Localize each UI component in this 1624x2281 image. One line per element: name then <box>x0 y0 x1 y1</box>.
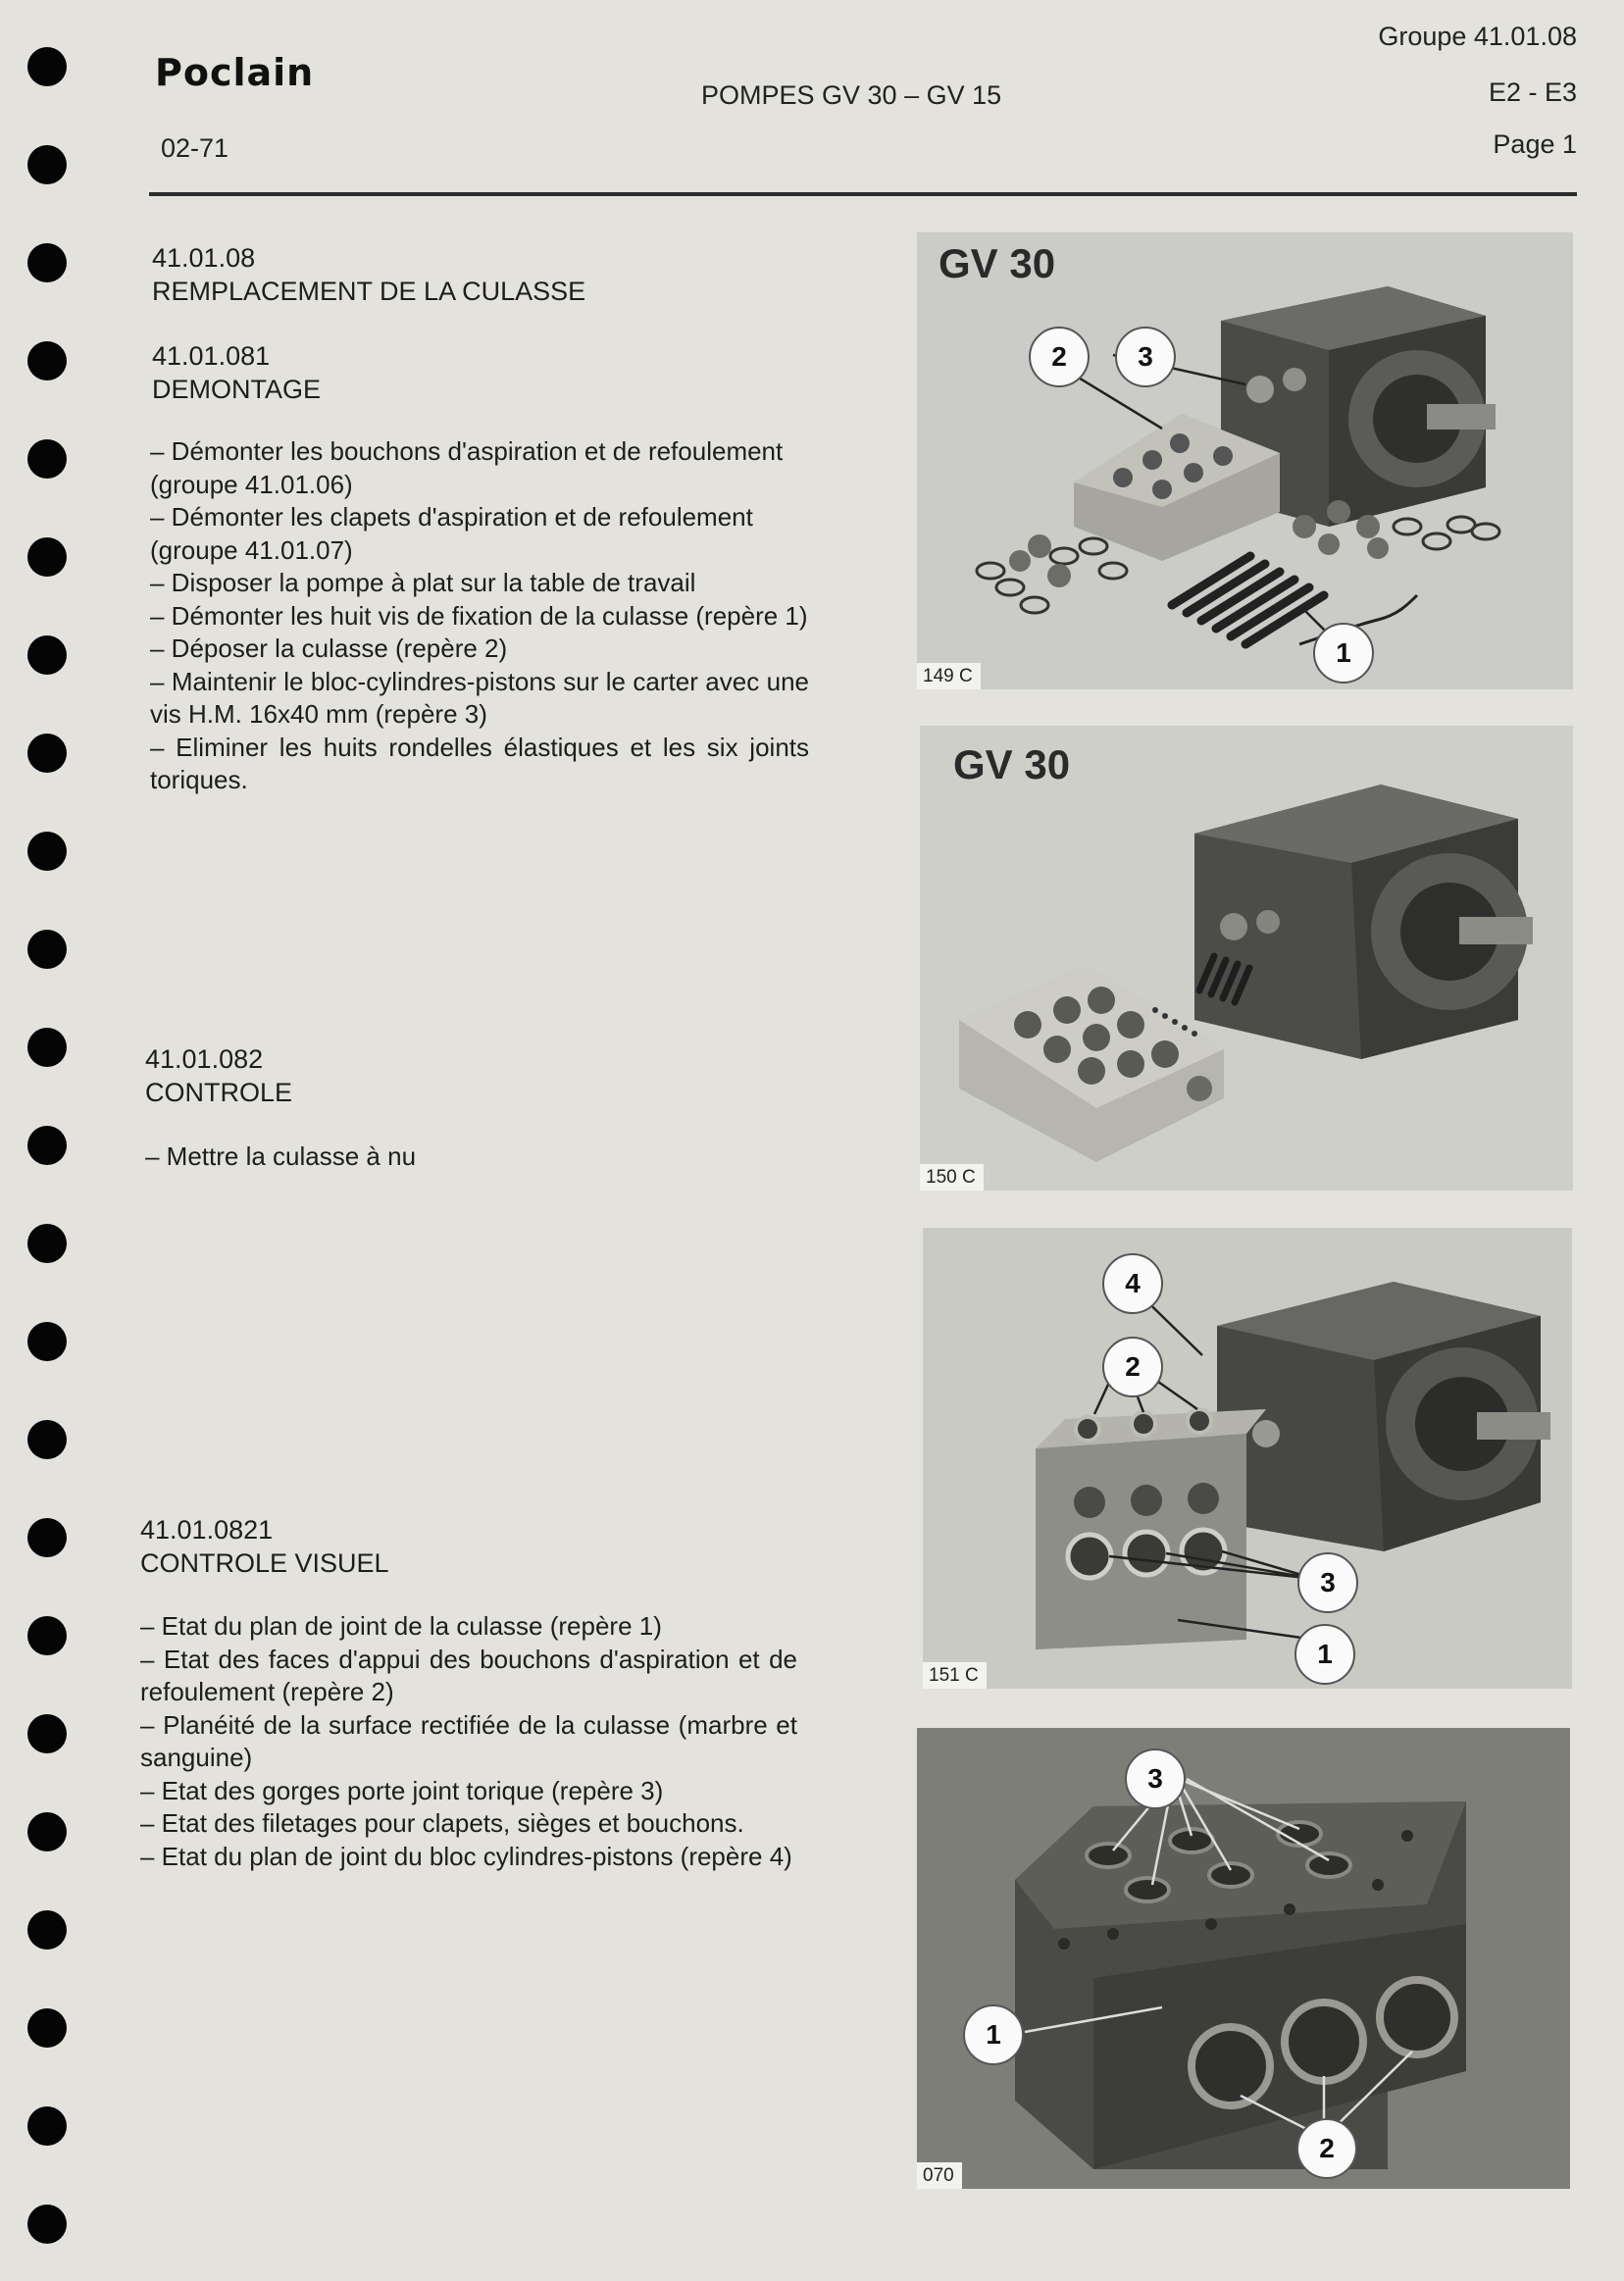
step-line: (groupe 41.01.07) <box>150 534 353 565</box>
section-title: REMPLACEMENT DE LA CULASSE <box>152 277 586 306</box>
demontage-steps <box>150 435 809 797</box>
photo-caption: 151 C <box>923 1662 987 1689</box>
document-title: POMPES GV 30 – GV 15 <box>701 80 1002 110</box>
cylinder-head-detail-illustration <box>917 1728 1570 2189</box>
reference-marker: 2 <box>1296 2118 1357 2179</box>
header-rule <box>149 192 1577 196</box>
photo-caption: 150 C <box>920 1164 984 1191</box>
step-line: – Etat du plan de joint de la culasse (repère 1) <box>140 1611 662 1641</box>
binding-hole <box>27 734 67 773</box>
binding-hole <box>27 635 67 675</box>
controle-steps <box>145 1140 804 1174</box>
binding-hole <box>27 1126 67 1165</box>
step-line: – Planéité de la surface rectifiée de la culasse (marbre et sanguine) <box>140 1709 797 1772</box>
photo-pump-head-removed <box>920 726 1573 1191</box>
reference-marker: 3 <box>1125 1749 1186 1809</box>
section-number: 41.01.0821 <box>140 1515 274 1545</box>
binding-hole <box>27 1812 67 1851</box>
section-controle <box>145 1042 292 1109</box>
binding-hole <box>27 341 67 380</box>
photo-model-label: GV 30 <box>953 741 1071 787</box>
cylinder-head-illustration <box>923 1228 1572 1689</box>
binding-hole <box>27 832 67 871</box>
binding-hole <box>27 1322 67 1361</box>
section-codes: E2 - E3 <box>1488 77 1577 107</box>
step-line: – Eliminer les huits rondelles élastiques et les six joints toriques. <box>150 732 809 794</box>
binding-hole <box>27 1910 67 1950</box>
photo-model-label: GV 30 <box>939 240 1056 286</box>
group-reference: Groupe 41.01.08 <box>1378 22 1577 51</box>
step-line: – Déposer la culasse (repère 2) <box>150 634 508 663</box>
step-line: – Etat des gorges porte joint torique (repère 3) <box>140 1775 664 1805</box>
binding-hole <box>27 47 67 86</box>
reference-marker: 3 <box>1297 1552 1358 1613</box>
photo-caption: 070 <box>917 2162 962 2189</box>
binding-hole <box>27 2008 67 2048</box>
binding-hole <box>27 2106 67 2146</box>
section-demontage <box>152 339 321 406</box>
reference-marker: 3 <box>1115 327 1176 387</box>
section-title: DEMONTAGE <box>152 375 322 404</box>
pump-head-removed-illustration <box>920 726 1573 1191</box>
reference-marker: 4 <box>1102 1253 1163 1314</box>
binding-hole <box>27 1714 67 1753</box>
step-line: – Démonter les clapets d'aspiration et de refoulement <box>150 502 753 532</box>
step-line: – Démonter les huit vis de fixation de la culasse (repère 1) <box>150 600 808 631</box>
binding-hole <box>27 1616 67 1655</box>
photo-caption: 149 C <box>917 663 981 689</box>
step-line: – Etat des filetages pour clapets, sièges et bouchons. <box>140 1808 744 1838</box>
section-title: CONTROLE VISUEL <box>140 1548 389 1578</box>
photo-cylinder-head-detail <box>917 1728 1570 2189</box>
binding-hole <box>27 537 67 577</box>
binding-hole <box>27 243 67 282</box>
photo-cylinder-head-inspection <box>923 1228 1572 1689</box>
section-number: 41.01.08 <box>152 243 256 273</box>
reference-marker: 1 <box>1294 1624 1355 1685</box>
binding-hole <box>27 145 67 184</box>
binding-hole <box>27 1224 67 1263</box>
step-line: – Etat des faces d'appui des bouchons d'aspiration et de refoulement (repère 2) <box>140 1644 797 1706</box>
binding-hole <box>27 1420 67 1459</box>
page-number: Page 1 <box>1493 129 1577 159</box>
step-line: – Disposer la pompe à plat sur la table de travail <box>150 568 696 597</box>
step-line: – Maintenir le bloc-cylindres-pistons sur le carter avec une vis H.M. 16x40 mm (repère 3) <box>150 666 809 729</box>
binding-hole <box>27 930 67 969</box>
step-line: – Mettre la culasse à nu <box>145 1141 417 1171</box>
step-line: – Etat du plan de joint du bloc cylindres-pistons (repère 4) <box>140 1841 792 1871</box>
visuel-steps <box>140 1610 797 1873</box>
binding-hole <box>27 1518 67 1557</box>
step-line: (groupe 41.01.06) <box>150 469 353 499</box>
step-line: – Démonter les bouchons d'aspiration et de refoulement <box>150 436 784 466</box>
reference-marker: 2 <box>1102 1337 1163 1397</box>
section-main <box>152 241 585 308</box>
section-visuel <box>140 1513 389 1580</box>
reference-marker: 1 <box>963 2004 1024 2065</box>
binding-hole <box>27 2205 67 2244</box>
reference-marker: 1 <box>1313 623 1374 684</box>
section-number: 41.01.082 <box>145 1044 264 1074</box>
issue-date: 02-71 <box>161 133 229 163</box>
reference-marker: 2 <box>1029 327 1090 387</box>
photo-pump-disassembled <box>917 232 1573 689</box>
brand-logo: Poclain <box>155 51 315 94</box>
binding-hole <box>27 1028 67 1067</box>
pump-parts-illustration <box>917 232 1573 689</box>
binding-hole <box>27 439 67 479</box>
section-number: 41.01.081 <box>152 341 271 371</box>
section-title: CONTROLE <box>145 1078 293 1107</box>
